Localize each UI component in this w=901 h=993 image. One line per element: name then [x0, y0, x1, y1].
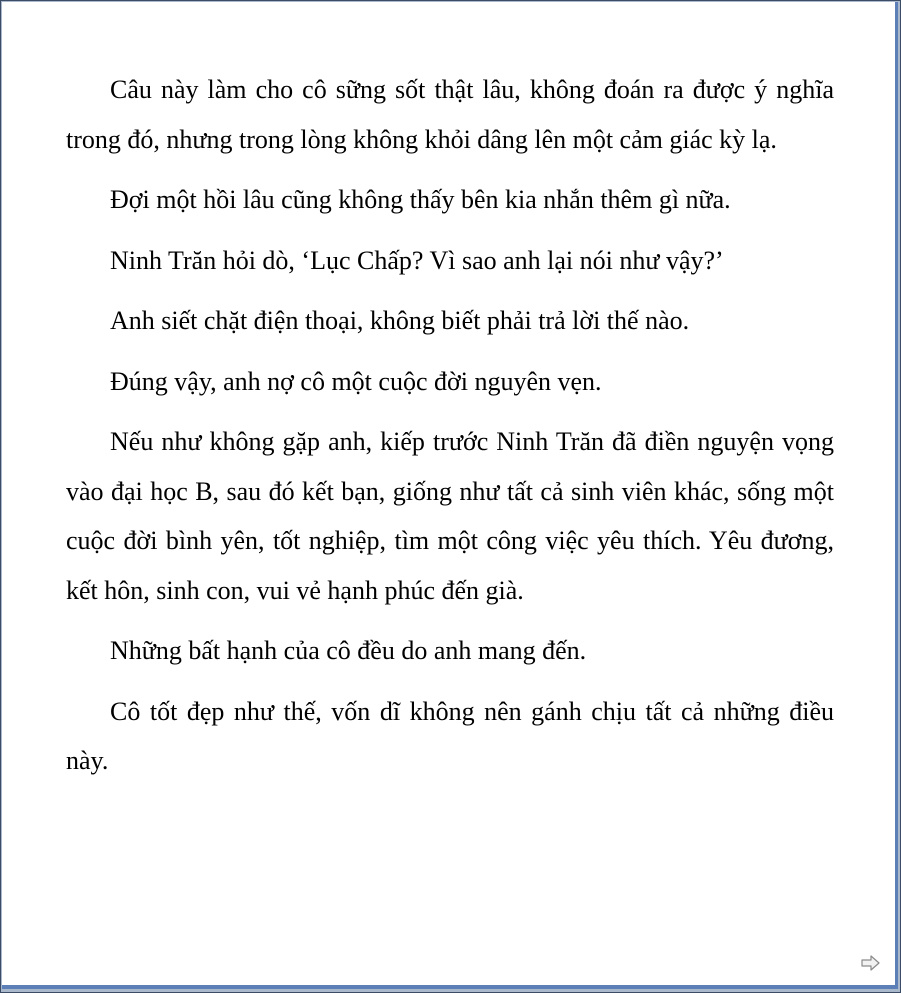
document-page	[2, 2, 898, 989]
document-body	[66, 65, 834, 797]
paragraph: Nếu như không gặp anh, kiếp trước Ninh Trăn đã điền nguyện vọng vào đại học B, sau đó kết bạn, giống như tất cả sinh viên khác, sống một cuộc đời bình yên, tốt nghiệp, tìm một công việc yêu thích. Yêu đương, kết hôn, sinh con, vui vẻ hạnh phúc đến già.	[66, 427, 834, 605]
paragraph: Những bất hạnh của cô đều do anh mang đến.	[110, 636, 587, 665]
paragraph: Ninh Trăn hỏi dò, ‘Lục Chấp? Vì sao anh lại nói như vậy?’	[110, 245, 724, 275]
paragraph: Đúng vậy, anh nợ cô một cuộc đời nguyên vẹn.	[110, 366, 602, 396]
next-page-button[interactable]	[861, 955, 881, 971]
paragraph: Cô tốt đẹp như thế, vốn dĩ không nên gánh chịu tất cả những điều này.	[66, 696, 834, 775]
paragraph: Câu này làm cho cô sững sốt thật lâu, không đoán ra được ý nghĩa trong đó, nhưng trong lòng không khỏi dâng lên một cảm giác kỳ lạ.	[66, 75, 834, 154]
paragraph: Đợi một hồi lâu cũng không thấy bên kia nhắn thêm gì nữa.	[110, 185, 731, 214]
paragraph: Anh siết chặt điện thoại, không biết phải trả lời thế nào.	[110, 306, 690, 335]
arrow-right-icon	[861, 955, 881, 971]
